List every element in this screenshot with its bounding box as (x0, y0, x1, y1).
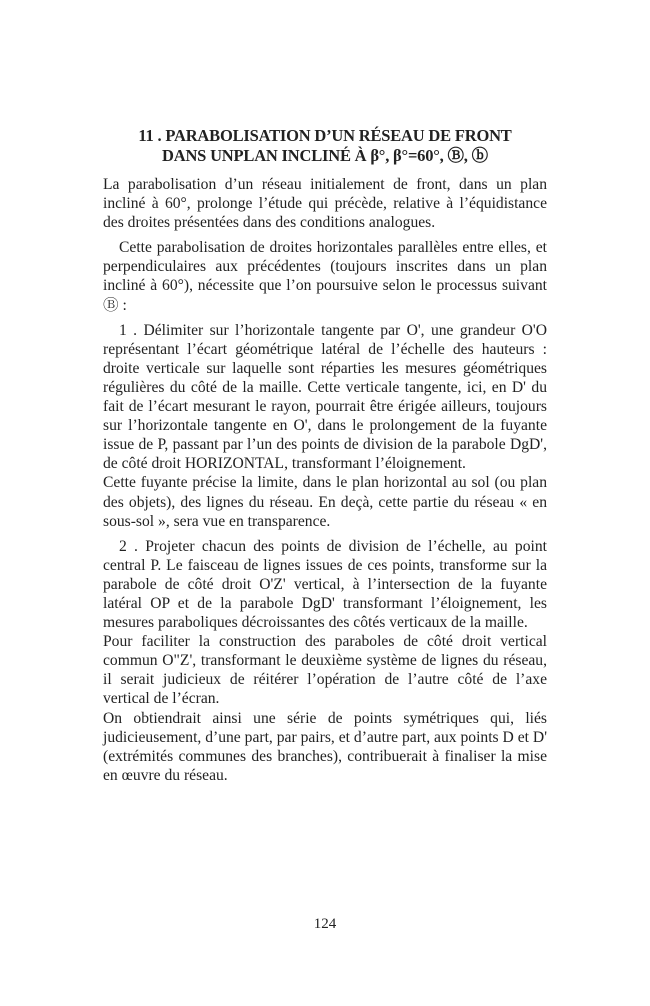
page-number: 124 (313, 916, 337, 932)
paragraph-process: Cette parabolisation de droites horizontales parallèles entre elles, et perpendiculaires aux précédentes (toujours inscrites dans un plan incliné à 60°), nécessite que l’on poursuive selon le processus suivant Ⓑ : (103, 239, 547, 314)
paragraph-intro: La parabolisation d’un réseau initialement de front, dans un plan incliné à 60°, prolonge l’étude qui précède, relative à l’équidistance des droites présentées dans des conditions analogues. (103, 176, 547, 232)
paragraph-limit: Cette fuyante précise la limite, dans le plan horizontal au sol (ou plan des objets), des lignes du réseau. En deçà, cette partie du réseau « en sous-sol », sera vue en transparence. (103, 474, 547, 530)
paragraph-symmetry: On obtiendrait ainsi une série de points symétriques qui, liés judicieusement, d’une part, par pairs, et d’autre part, aux points D et D' (extrémités communes des branches), contribuerait à finaliser la mise en œuvre du réseau. (103, 709, 547, 784)
paragraph-construction: Pour faciliter la construction des paraboles de côté droit vertical commun O"Z', transformant le deuxième système de lignes du réseau, il serait judicieux de réitérer l’opération de l’autre côté de l’axe vertical de l’écran. (103, 633, 547, 708)
paragraph-step-2: 2 . Projeter chacun des points de division de l’échelle, au point central P. Le faisceau de lignes issues de ces points, transforme sur la parabole de côté droit O'Z' vertical, à l’intersection de la fuyante latéral OP et de la parabole DgD' transformant l’éloignement, les mesures paraboliques décroissantes des côtés verticaux de la maille. (103, 537, 547, 632)
paragraph-step-1: 1 . Délimiter sur l’horizontale tangente par O', une grandeur O'O représentant l’écart géométrique latéral de l’échelle des hauteurs : droite verticale sur laquelle sont réparties les mesures géométriques régulières du côté de la maille. Cette verticale tangente, ici, en D' du fait de l’écart mesurant le rayon, pourrait être érigée ailleurs, toujours sur l’horizontale tangente en O', dans le prolongement de la fuyante issue de P, passant par l’un des points de division de la parabole DgD', de côté droit HORIZONTAL, transformant l’éloignement. (103, 321, 547, 473)
body-text (103, 175, 547, 785)
heading-line-2: DANS UNPLAN INCLINÉ À β°, β°=60°, Ⓑ, ⓑ (162, 146, 488, 165)
section-heading (100, 126, 550, 166)
heading-line-1: 11 . PARABOLISATION D’UN RÉSEAU DE FRONT (138, 126, 512, 145)
